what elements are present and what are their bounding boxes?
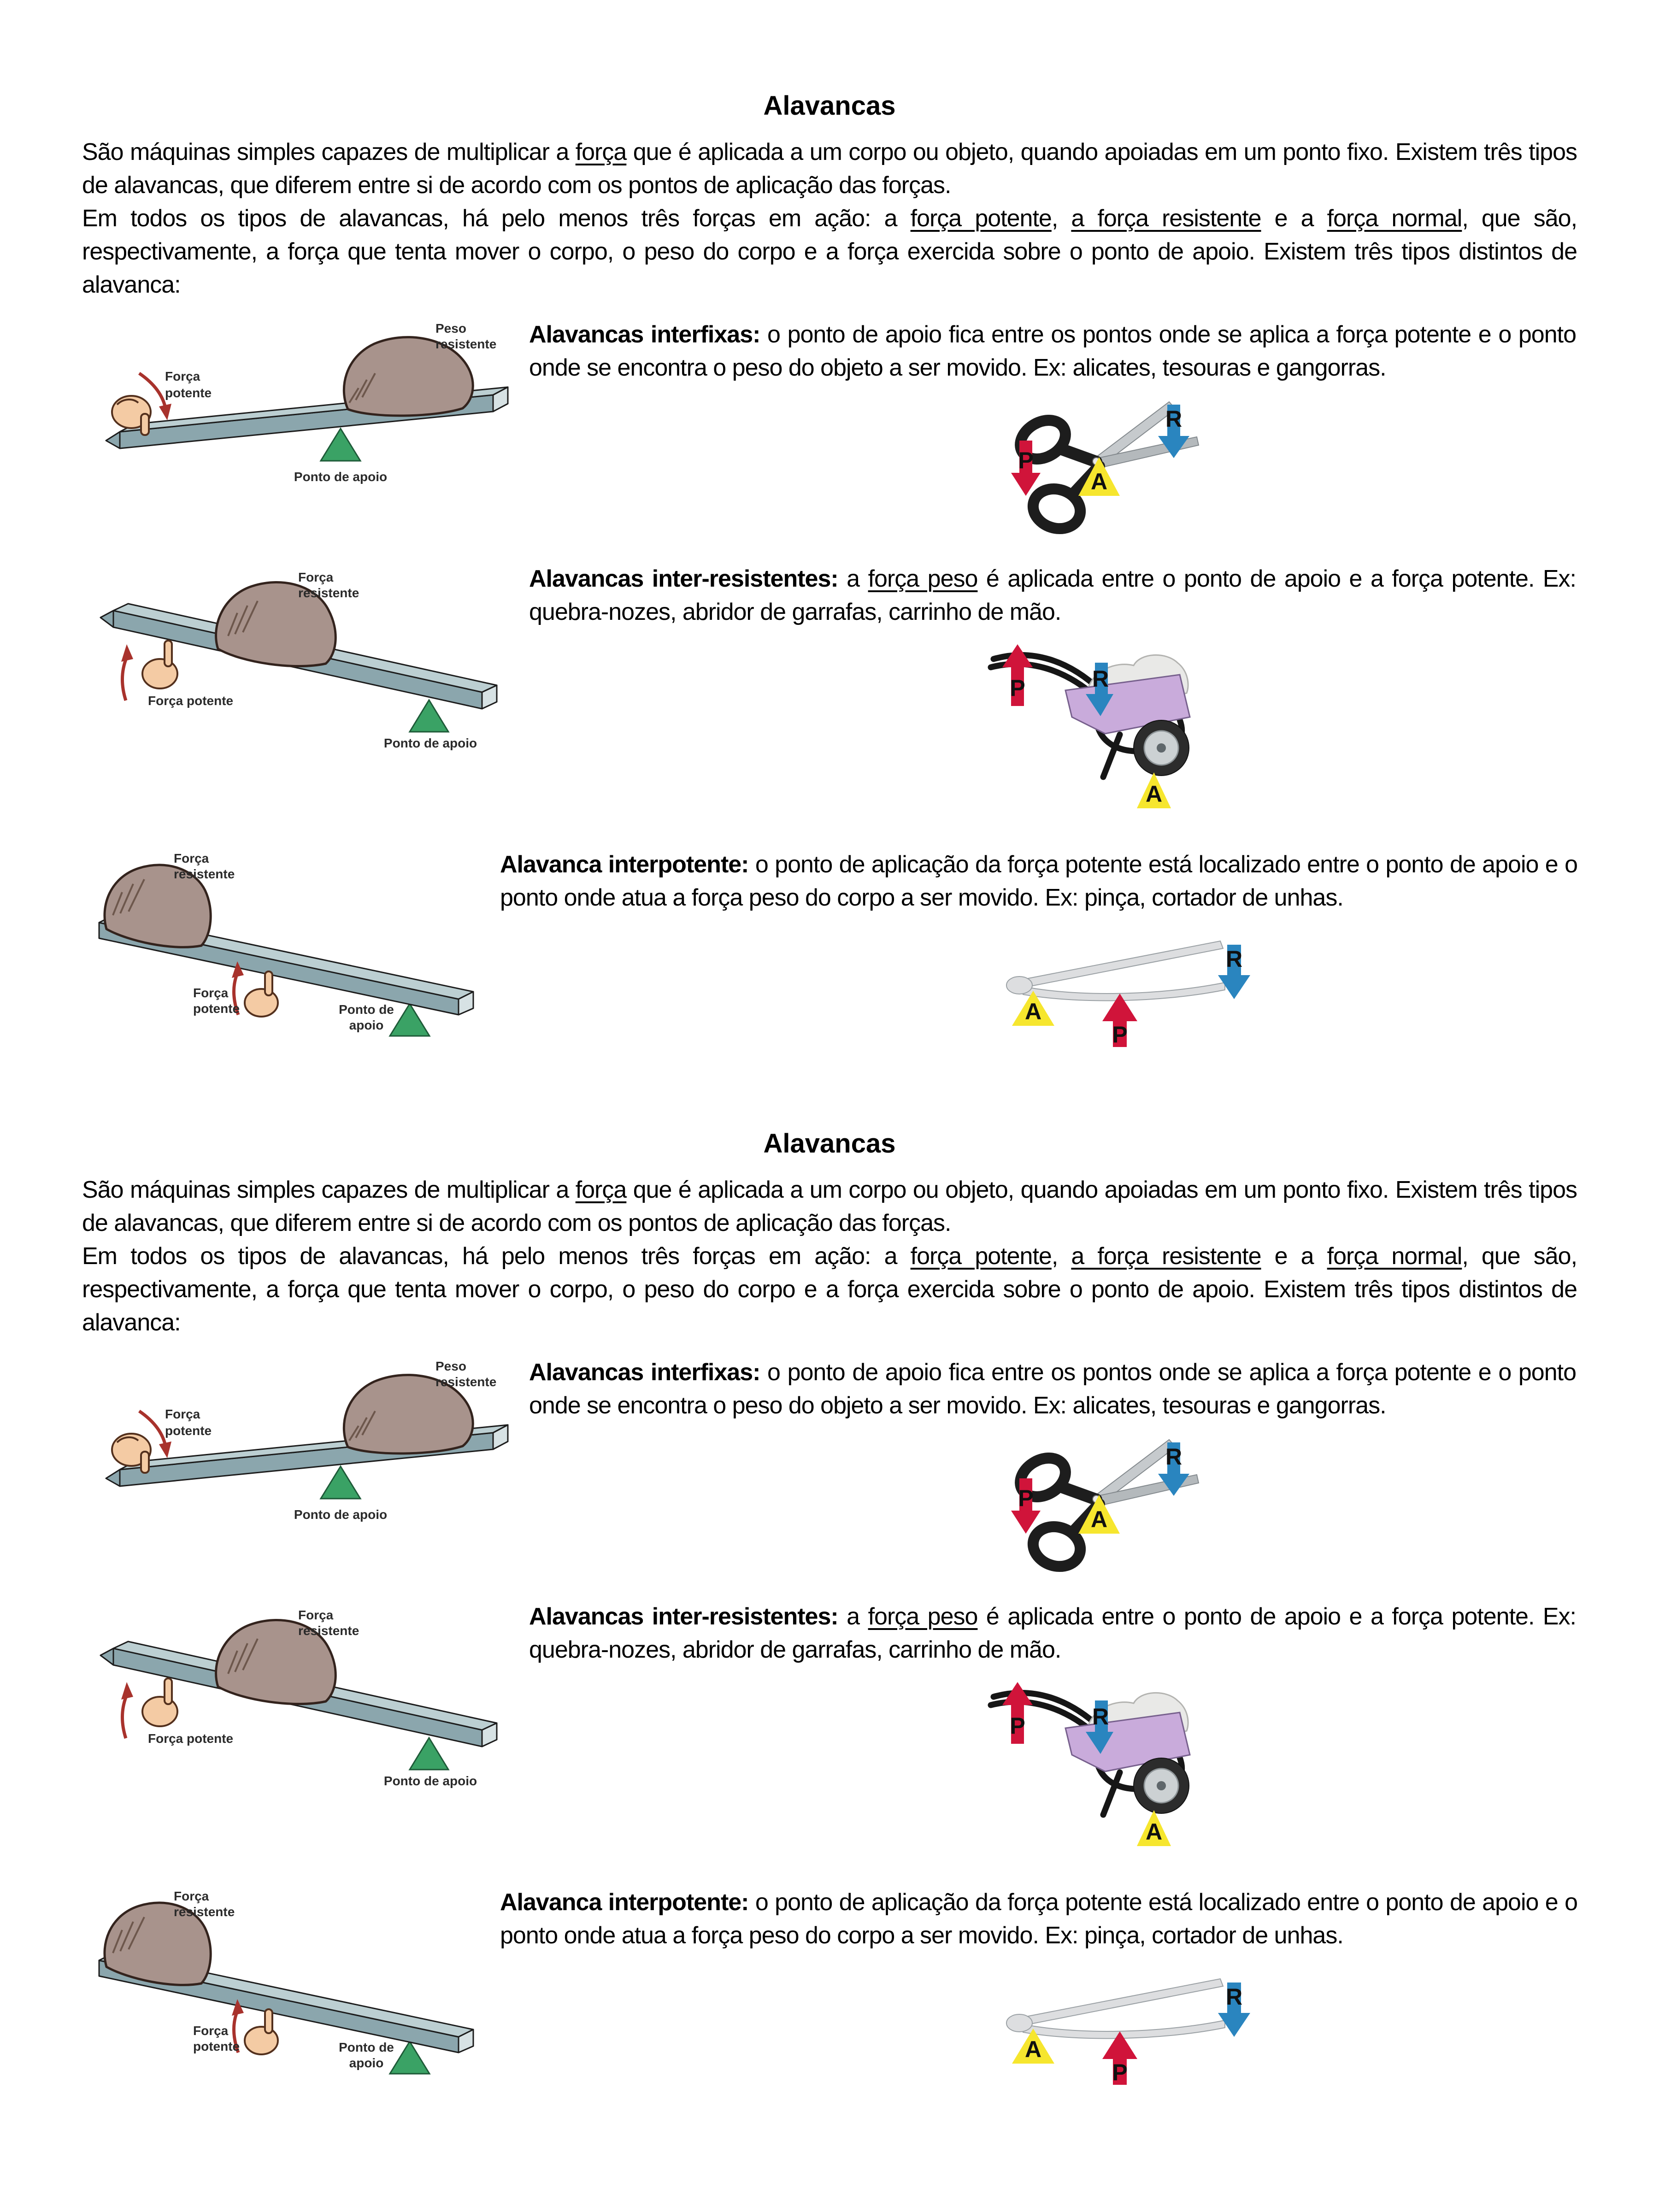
label-forca-potente-2: potente <box>165 386 212 400</box>
fulcrum-triangle <box>410 700 448 732</box>
text-run: São máquinas simples capazes de multiplicar a <box>82 139 576 165</box>
text-run: , que são, respectivamente, a força que tenta mover o corpo, o peso do corpo e a força exercida sobre o ponto de apoio. Existem três tipos distintos de alavanca: <box>82 205 1577 298</box>
text-run: força <box>575 139 627 165</box>
text-run: a <box>838 1603 868 1630</box>
worksheet-copy-2 <box>0 1040 1659 2085</box>
hand-pushing-up <box>142 641 177 688</box>
letter-r: R <box>1092 1704 1109 1730</box>
text-run: o ponto de apoio fica entre os pontos onde se aplica a força potente e o ponto onde se encontra o peso do objeto a ser movido. Ex: alicates, tesouras e gangorras. <box>529 1359 1576 1419</box>
label-peso-resistente: Peso <box>435 1359 466 1373</box>
letter-r: R <box>1225 946 1243 972</box>
letter-p: P <box>1018 447 1034 473</box>
tweezers-upper-arm <box>1021 941 1223 987</box>
label-forca-potente: Força <box>193 986 229 1000</box>
intro-paragraph-2 <box>82 1240 1577 1339</box>
force-up-arrowhead <box>121 644 133 662</box>
label-ponto-de-apoio-2: apoio <box>349 1018 384 1032</box>
hand-pushing-up <box>245 2009 278 2054</box>
wheelbarrow-illustration <box>982 1677 1277 1870</box>
scissors-illustration <box>988 398 1293 550</box>
worksheet-copy-1 <box>0 2 1659 1047</box>
force-up-arrowhead <box>121 1682 133 1700</box>
label-ponto-de-apoio: Ponto de apoio <box>294 470 388 484</box>
letter-r: R <box>1165 1444 1182 1470</box>
text-run: força normal <box>1327 205 1462 232</box>
tweezers-lower-arm <box>1021 2020 1225 2038</box>
text-run: Em todos os tipos de alavancas, há pelo menos três forças em ação: a <box>82 205 911 232</box>
item-interpotente-text <box>500 1886 1577 1952</box>
letter-a: A <box>1145 781 1163 807</box>
letter-r: R <box>1225 1984 1243 2010</box>
text-run: Alavancas inter-resistentes: <box>529 1603 838 1630</box>
intro-paragraph-1 <box>82 1173 1577 1240</box>
hand-pushing-up <box>142 1678 177 1726</box>
text-run: a <box>838 565 868 592</box>
scissors-illustration <box>988 1436 1293 1588</box>
wheelbarrow-illustration <box>982 639 1277 832</box>
text-run: Alavancas interfixas: <box>529 321 760 348</box>
label-forca-potente-2: potente <box>165 1424 212 1438</box>
item-interfixas-text <box>529 318 1576 384</box>
text-run: força peso <box>868 565 978 592</box>
text-run: , que são, respectivamente, a força que tenta mover o corpo, o peso do corpo e a força exercida sobre o ponto de apoio. Existem três tipos distintos de alavanca: <box>82 1243 1577 1336</box>
text-run: a força resistente <box>1071 1243 1261 1270</box>
text-run: força normal <box>1327 1243 1462 1270</box>
letter-a: A <box>1024 2036 1042 2062</box>
wheel-hub <box>1157 743 1166 753</box>
lever-beam-tip <box>100 1648 113 1665</box>
label-forca-potente-2: potente <box>193 1001 240 1016</box>
scissors-handle-bar-1 <box>1063 450 1096 462</box>
label-forca-potente: Força potente <box>148 1731 234 1746</box>
label-ponto-de-apoio: Ponto de <box>339 2040 394 2054</box>
lever-beam-tip <box>100 611 113 627</box>
intro-paragraph-2 <box>82 202 1577 301</box>
text-run: Alavanca interpotente: <box>500 1889 749 1916</box>
label-peso-resistente-2: resistente <box>435 1375 497 1389</box>
tweezers-joint <box>1006 2014 1032 2032</box>
force-down-arrowhead <box>159 1441 171 1458</box>
label-forca-potente-2: potente <box>193 2039 240 2053</box>
label-ponto-de-apoio-2: apoio <box>349 2056 384 2070</box>
label-forca-resistente-2: resistente <box>174 867 235 881</box>
lever-beam-tip <box>106 1470 120 1486</box>
label-forca-potente: Força <box>165 1407 200 1421</box>
letter-a: A <box>1090 1506 1108 1532</box>
lever-inter-resistente-figure <box>90 1605 505 1789</box>
tweezers-upper-arm <box>1021 1979 1223 2025</box>
text-run: força <box>575 1177 627 1203</box>
letter-r: R <box>1165 406 1182 432</box>
text-run: força peso <box>868 1603 978 1630</box>
text-run: , <box>1051 205 1071 232</box>
page-title: Alavancas <box>763 91 896 121</box>
letter-p: P <box>1112 1022 1128 1047</box>
text-run: a força resistente <box>1071 205 1261 232</box>
text-run: que é aplicada a um corpo ou objeto, quando apoiadas em um ponto fixo. Existem três tipos de alavancas, que diferem entre si de acordo com os pontos de aplicação das forças. <box>82 139 1577 199</box>
lever-inter-resistente-figure <box>90 567 505 751</box>
text-run: o ponto de aplicação da força potente está localizado entre o ponto de apoio e o ponto onde atua a força peso do corpo a ser movido. Ex: pinça, cortador de unhas. <box>500 851 1577 911</box>
text-run: força potente <box>910 1243 1052 1270</box>
scissors-handle-bar-1 <box>1063 1488 1096 1500</box>
intro-block <box>82 1173 1577 1339</box>
letter-p: P <box>1112 2059 1128 2085</box>
lever-beam-tip <box>106 432 120 448</box>
text-run: é aplicada entre o ponto de apoio e a força potente. Ex: quebra-nozes, abridor de garrafas, carrinho de mão. <box>529 565 1576 625</box>
text-run: que é aplicada a um corpo ou objeto, quando apoiadas em um ponto fixo. Existem três tipos de alavancas, que diferem entre si de acordo com os pontos de aplicação das forças. <box>82 1177 1577 1236</box>
force-down-arrowhead <box>159 404 171 420</box>
letter-a: A <box>1090 469 1108 494</box>
label-peso-resistente: Peso <box>435 321 466 335</box>
fulcrum-triangle <box>390 2041 429 2074</box>
force-up-arrow <box>122 1695 127 1738</box>
fulcrum-triangle <box>321 429 360 461</box>
lever-interpotente-figure <box>90 1888 486 2082</box>
letter-r: R <box>1092 666 1109 692</box>
lever-interpotente-figure <box>90 851 486 1044</box>
label-forca-resistente-2: resistente <box>298 1624 359 1638</box>
lever-interfixa-figure <box>88 1357 516 1534</box>
text-run: força potente <box>910 205 1052 232</box>
wheel-hub <box>1157 1781 1166 1790</box>
fulcrum-triangle <box>390 1004 429 1036</box>
tweezers-lower-arm <box>1021 982 1225 1000</box>
label-forca-resistente: Força <box>298 1608 334 1622</box>
fulcrum-triangle <box>321 1466 360 1499</box>
text-run: , <box>1051 1243 1071 1270</box>
page-title: Alavancas <box>763 1129 896 1159</box>
text-run: e a <box>1261 205 1327 232</box>
hand-pushing-up <box>245 971 278 1017</box>
label-forca-potente: Força <box>165 369 200 383</box>
tweezers-joint <box>1006 977 1032 994</box>
label-forca-resistente-2: resistente <box>174 1905 235 1919</box>
label-forca-resistente: Força <box>174 851 209 865</box>
tweezers-illustration <box>982 1975 1327 2127</box>
text-run: Alavancas interfixas: <box>529 1359 760 1386</box>
letter-a: A <box>1024 999 1042 1024</box>
letter-p: P <box>1010 1713 1025 1739</box>
text-run: Em todos os tipos de alavancas, há pelo menos três forças em ação: a <box>82 1243 911 1270</box>
item-interpotente-text <box>500 848 1577 914</box>
letter-a: A <box>1145 1819 1163 1845</box>
label-ponto-de-apoio: Ponto de <box>339 1002 394 1017</box>
fulcrum-triangle <box>410 1738 448 1770</box>
text-run: é aplicada entre o ponto de apoio e a força potente. Ex: quebra-nozes, abridor de garrafas, carrinho de mão. <box>529 1603 1576 1663</box>
force-up-arrow <box>122 657 127 700</box>
item-inter-resistentes-text <box>529 562 1576 629</box>
label-ponto-de-apoio: Ponto de apoio <box>383 1774 477 1788</box>
text-run: o ponto de aplicação da força potente está localizado entre o ponto de apoio e o ponto onde atua a força peso do corpo a ser movido. Ex: pinça, cortador de unhas. <box>500 1889 1577 1949</box>
label-ponto-de-apoio: Ponto de apoio <box>294 1507 388 1522</box>
text-run: Alavanca interpotente: <box>500 851 749 878</box>
item-interfixas-text <box>529 1356 1576 1422</box>
lever-interfixa-figure <box>88 319 516 496</box>
intro-block <box>82 135 1577 301</box>
intro-paragraph-1 <box>82 135 1577 202</box>
label-forca-resistente-2: resistente <box>298 586 359 600</box>
letter-p: P <box>1010 675 1025 701</box>
text-run: o ponto de apoio fica entre os pontos onde se aplica a força potente e o ponto onde se encontra o peso do objeto a ser movido. Ex: alicates, tesouras e gangorras. <box>529 321 1576 381</box>
label-forca-potente: Força potente <box>148 694 234 708</box>
label-forca-resistente: Força <box>298 570 334 584</box>
text-run: e a <box>1261 1243 1327 1270</box>
text-run: São máquinas simples capazes de multiplicar a <box>82 1177 576 1203</box>
label-peso-resistente-2: resistente <box>435 337 497 351</box>
label-forca-resistente: Força <box>174 1889 209 1903</box>
label-forca-potente: Força <box>193 2024 229 2038</box>
item-inter-resistentes-text <box>529 1600 1576 1666</box>
letter-p: P <box>1018 1485 1034 1511</box>
label-ponto-de-apoio: Ponto de apoio <box>383 736 477 750</box>
text-run: Alavancas inter-resistentes: <box>529 565 838 592</box>
